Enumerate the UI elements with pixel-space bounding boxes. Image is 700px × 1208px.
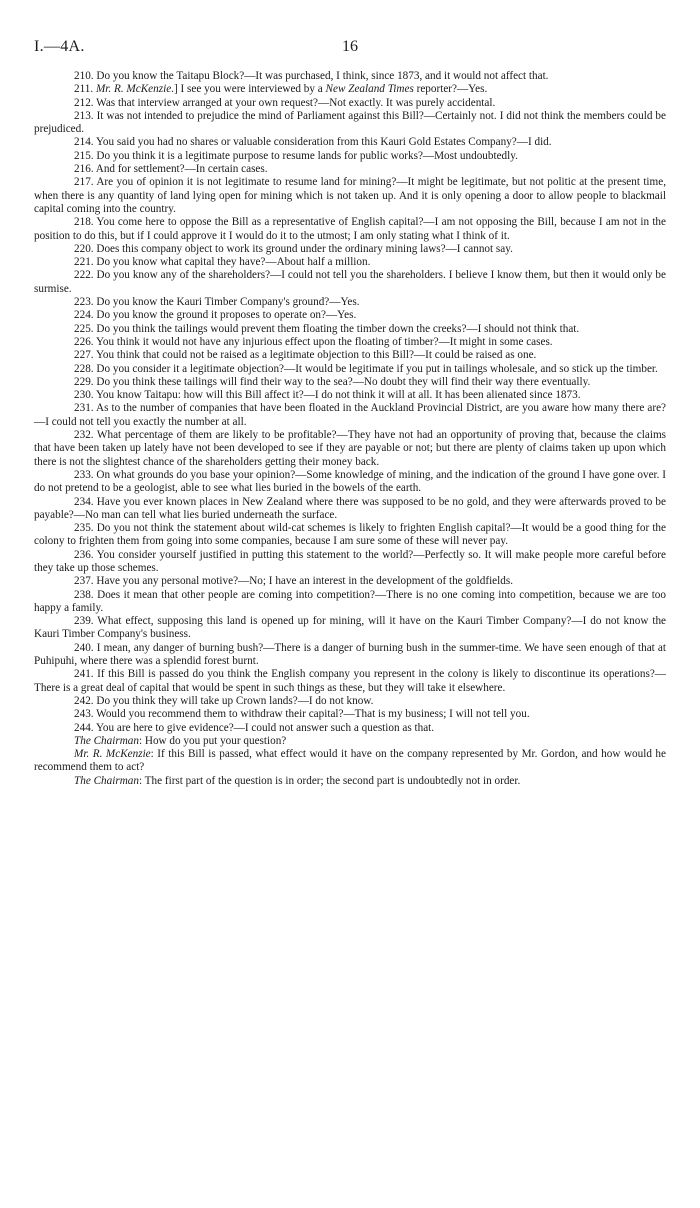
page-number: 16 <box>342 38 358 55</box>
paragraph: 230. You know Taitapu: how will this Bill affect it?—I do not think it will at all. It has been alienated since 1873. <box>74 389 581 402</box>
paragraph: 233. On what grounds do you base your opinion?—Some knowledge of mining, and the indication of the ground I have gone over. I do not pretend to be a geologist, able to see what lies buried in the bowels of the earth. <box>34 468 666 495</box>
paragraph: 227. You think that could not be raised as a legitimate objection to this Bill?—It could be raised as one. <box>74 349 537 362</box>
paragraph: 236. You consider yourself justified in putting this statement to the world?—Perfectly so. It will make people more careful before they take up those schemes. <box>34 548 666 574</box>
paragraph: 215. Do you think it is a legitimate purpose to resume lands for public works?—Most undoubtedly. <box>74 149 518 162</box>
paragraph: 221. Do you know what capital they have?—About half a million. <box>74 256 371 269</box>
paragraph: 234. Have you ever known places in New Zealand where there was supposed to be no gold, and they were afterwards proved to be payable?—No man can tell what lies buried underneath the surface. <box>34 495 666 521</box>
paragraph: 240. I mean, any danger of burning bush?—There is a danger of burning bush in the summer-time. We have seen enough of that at Puhipuhi, where there was a splendid forest burnt. <box>34 641 666 668</box>
document-body <box>34 70 666 788</box>
paragraph: 211. Mr. R. McKenzie.] I see you were interviewed by a New Zealand Times reporter?—Yes. <box>74 83 488 96</box>
paragraph: Mr. R. McKenzie: If this Bill is passed, what effect would it have on the company represented by Mr. Gordon, and how would he recommend them to act? <box>34 748 666 774</box>
paragraph: 220. Does this company object to work its ground under the ordinary mining laws?—I cannot say. <box>74 242 513 255</box>
paragraph: 223. Do you know the Kauri Timber Company's ground?—Yes. <box>74 296 360 309</box>
paragraph: 242. Do you think they will take up Crown lands?—I do not know. <box>74 694 374 707</box>
paragraph: The Chairman: How do you put your question? <box>74 734 287 747</box>
paragraph: 244. You are here to give evidence?—I could not answer such a question as that. <box>74 721 435 734</box>
paragraph: 224. Do you know the ground it proposes to operate on?—Yes. <box>74 309 357 322</box>
paragraph: 231. As to the number of companies that have been floated in the Auckland Provincial District, are you aware how many there are?—I could not tell you exactly the number at all. <box>34 402 666 428</box>
paragraph: 213. It was not intended to prejudice the mind of Parliament against this Bill?—Certainly not. I did not think the members could be prejudiced. <box>34 109 666 136</box>
paragraph: 237. Have you any personal motive?—No; I have an interest in the development of the goldfields. <box>74 575 513 588</box>
document-reference: I.—4A. <box>34 38 85 55</box>
paragraph: 239. What effect, supposing this land is opened up for mining, will it have on the Kauri Timber Company?—I do not know the Kauri Timber Company's business. <box>34 615 666 641</box>
paragraph: 214. You said you had no shares or valuable consideration from this Kauri Gold Estates Company?—I did. <box>74 136 552 149</box>
paragraph: 210. Do you know the Taitapu Block?—It was purchased, I think, since 1873, and it would not affect that. <box>74 70 549 82</box>
page-header <box>34 38 666 60</box>
paragraph: 222. Do you know any of the shareholders?—I could not tell you the shareholders. I believe I know them, but then it would only be surmise. <box>34 269 666 295</box>
paragraph: 217. Are you of opinion it is not legitimate to resume land for mining?—It might be legitimate, but not politic at the present time, when there is any quantity of land lying open for mining which is not taken up. And it is only opening a door to allow people to blackmail capital coming into the country. <box>34 176 666 215</box>
paragraph: 225. Do you think the tailings would prevent them floating the timber down the creeks?—I should not think that. <box>74 322 580 335</box>
paragraph: 243. Would you recommend them to withdraw their capital?—That is my business; I will not tell you. <box>74 708 530 721</box>
paragraph: 228. Do you consider it a legitimate objection?—It would be legitimate if you put in tailings wholesale, and so stick up the timber. <box>74 362 658 375</box>
paragraph: 241. If this Bill is passed do you think the English company you represent in the colony is likely to discontinue its operations?—There is a great deal of capital that would be spent in such things as these, but they will take it elsewhere. <box>34 668 666 694</box>
paragraph: The Chairman: The first part of the question is in order; the second part is undoubtedly not in order. <box>74 774 521 787</box>
paragraph: 235. Do you not think the statement about wild-cat schemes is likely to frighten English capital?—It would be a good thing for the colony to frighten them from going into some companies, because I am sure some of these will never pay. <box>34 522 666 548</box>
paragraph: 238. Does it mean that other people are coming into competition?—There is no one coming into competition, because we are too happy a family. <box>34 588 666 614</box>
paragraph: 212. Was that interview arranged at your own request?—Not exactly. It was purely accidental. <box>74 96 496 109</box>
paragraph: 226. You think it would not have any injurious effect upon the floating of timber?—It might in some cases. <box>74 335 553 348</box>
paragraph: 229. Do you think these tailings will find their way to the sea?—No doubt they will find their way there eventually. <box>74 375 591 388</box>
paragraph: 218. You come here to oppose the Bill as a representative of English capital?—I am not opposing the Bill, because I am not in the position to do this, but if I could approve it I would do it to the utmost; I am only stating what I think of it. <box>34 216 666 242</box>
paragraph: 232. What percentage of them are likely to be profitable?—They have not had an opportunity of proving that, because the claims that have been taken up lately have not been developed to see if they are payable or not; but there are plenty of claims taken up upon which there is not the slightest chance of the shareholders getting their money back. <box>34 429 666 468</box>
paragraph: 216. And for settlement?—In certain cases. <box>74 163 268 176</box>
